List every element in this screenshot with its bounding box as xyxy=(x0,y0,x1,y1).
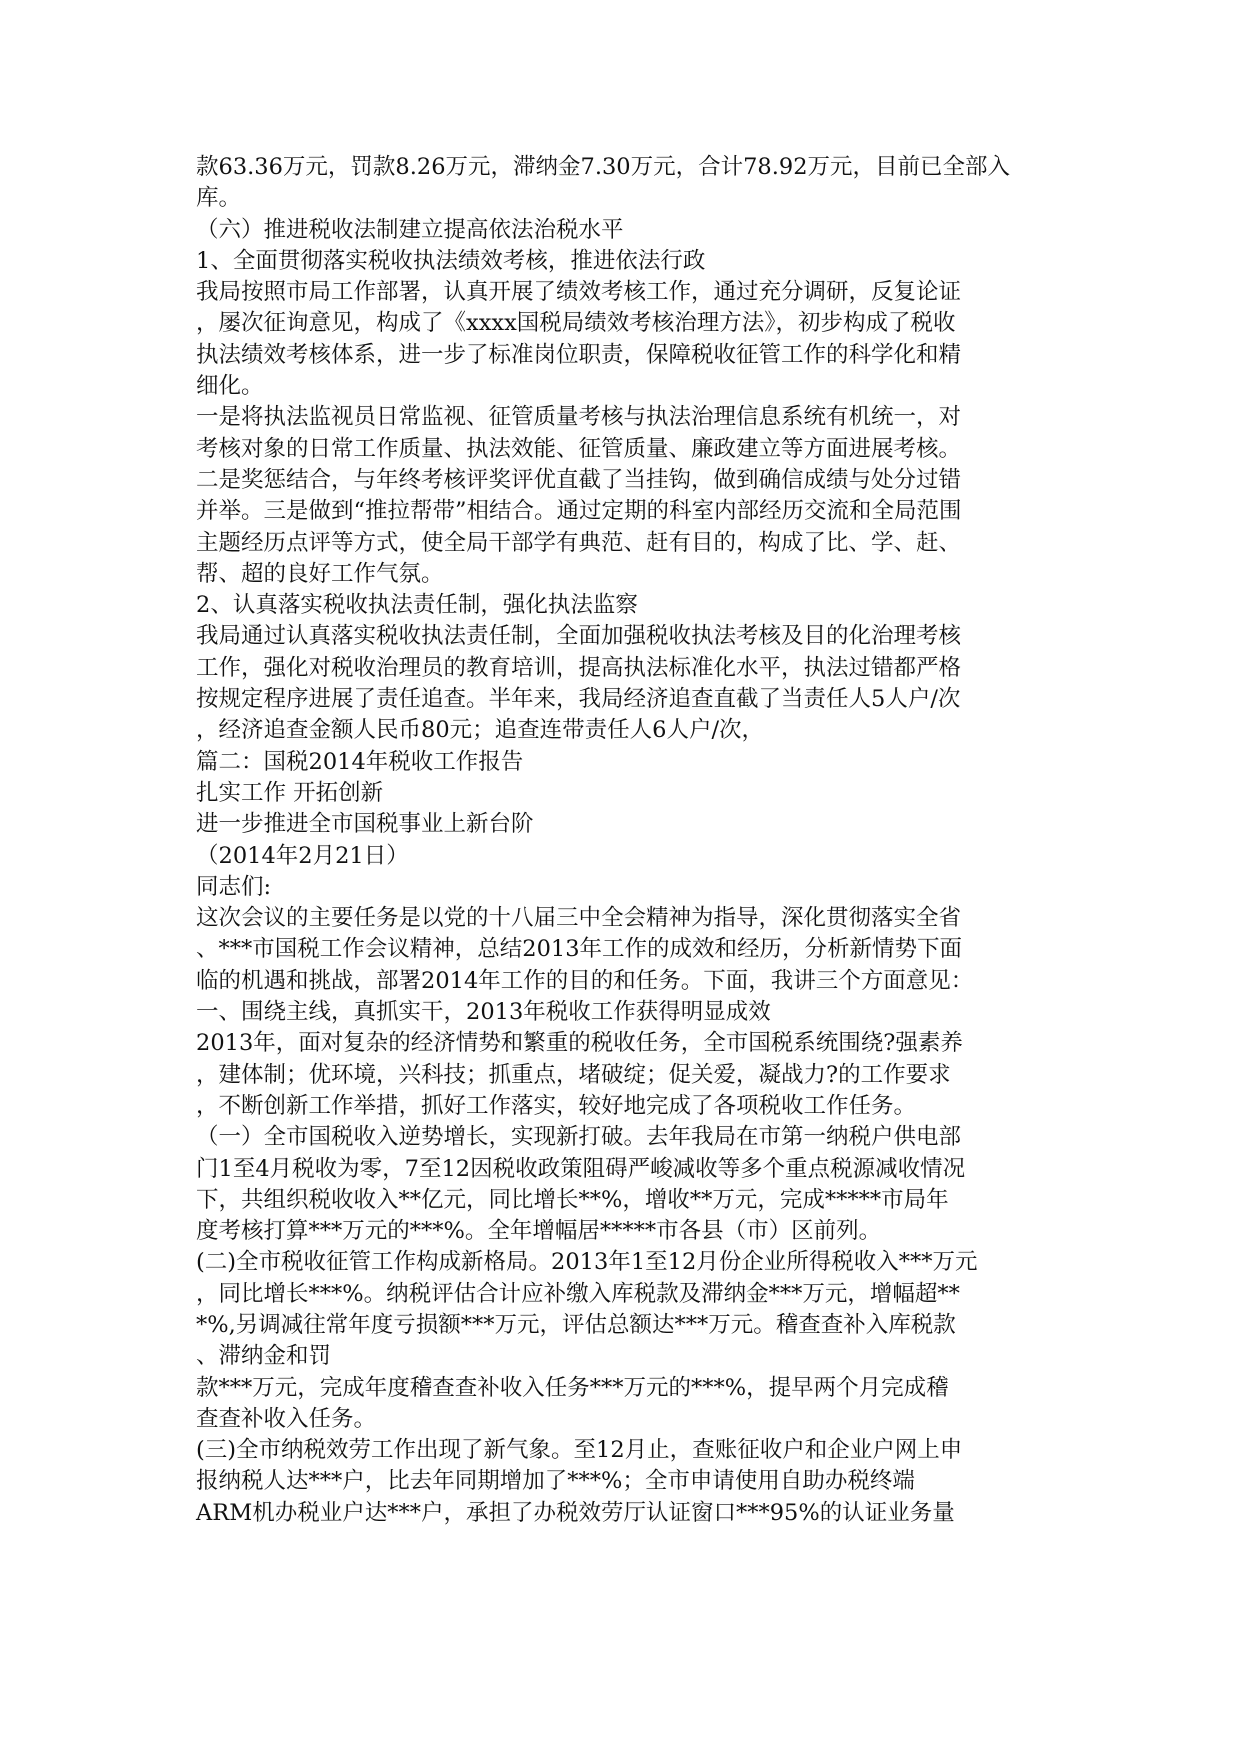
text-line: 细化。 xyxy=(196,373,264,400)
report-headline: 扎实工作 开拓创新 xyxy=(196,779,384,806)
text-line: 二是奖惩结合，与年终考核评奖评优直截了当挂钩，做到确信成绩与处分过错 xyxy=(196,466,962,493)
section-heading: （六）推进税收法制建立提高依法治税水平 xyxy=(196,216,624,243)
text-line: 考核对象的日常工作质量、执法效能、征管质量、廉政建立等方面进展考核。 xyxy=(196,435,962,462)
text-line: 按规定程序进展了责任追查。半年来，我局经济追查直截了当责任人5人户/次 xyxy=(196,686,961,713)
text-line: 工作，强化对税收治理员的教育培训，提高执法标准化水平，执法过错都严格 xyxy=(196,654,962,681)
section-heading: 一、围绕主线，真抓实干，2013年税收工作获得明显成效 xyxy=(196,999,771,1026)
text-line: ，同比增长***%。纳税评估合计应补缴入库税款及滞纳金***万元，增幅超** xyxy=(196,1280,960,1307)
text-line: 、滞纳金和罚 xyxy=(196,1343,332,1370)
text-line: 报纳税人达***户，比去年同期增加了***%；全市申请使用自助办税终端 xyxy=(196,1468,915,1495)
text-line: 执法绩效考核体系，进一步了标准岗位职责，保障税收征管工作的科学化和精 xyxy=(196,341,962,368)
subsection-heading: 1、全面贯彻落实税收执法绩效考核，推进依法行政 xyxy=(196,247,706,274)
text-line: ，屡次征询意见，构成了《xxxx国税局绩效考核治理方法》，初步构成了税收 xyxy=(196,310,956,337)
text-line: ，建体制；优环境，兴科技；抓重点，堵破绽；促关爱，凝战力?的工作要求 xyxy=(196,1061,951,1088)
text-line: 帮、超的良好工作气氛。 xyxy=(196,560,444,587)
report-subheadline: 进一步推进全市国税事业上新台阶 xyxy=(196,811,534,838)
text-line: （一）全市国税收入逆势增长，实现新打破。去年我局在市第一纳税户供电部 xyxy=(196,1124,962,1151)
text-line: ARM机办税业户达***户，承担了办税效劳厅认证窗口***95%的认证业务量 xyxy=(196,1499,955,1526)
text-line: 并举。三是做到“推拉帮带”相结合。通过定期的科室内部经历交流和全局范围 xyxy=(196,498,962,525)
text-line: 度考核打算***万元的***%。全年增幅居*****市各县（市）区前列。 xyxy=(196,1218,882,1245)
text-line: 门1至4月税收为零，7至12因税收政策阻碍严峻减收等多个重点税源减收情况 xyxy=(196,1155,966,1182)
report-date: （2014年2月21日） xyxy=(196,842,409,869)
text-line: 主题经历点评等方式，使全局干部学有典范、赶有目的，构成了比、学、赶、 xyxy=(196,529,962,556)
text-line: 款63.36万元，罚款8.26万元，滞纳金7.30万元，合计78.92万元，目前已全部入 xyxy=(196,154,1011,180)
text-line: 下，共组织税收收入**亿元，同比增长**%，增收**万元，完成*****市局年 xyxy=(196,1186,949,1213)
text-line: (三)全市纳税效劳工作出现了新气象。至12月止，查账征收户和企业户网上申 xyxy=(196,1437,963,1464)
text-line: (二)全市税收征管工作构成新格局。2013年1至12月份企业所得税收入***万元 xyxy=(196,1249,978,1276)
text-line: 我局通过认真落实税收执法责任制，全面加强税收执法考核及目的化治理考核 xyxy=(196,623,962,650)
text-line: 我局按照市局工作部署，认真开展了绩效考核工作，通过充分调研，反复论证 xyxy=(196,279,962,306)
text-line: 款***万元，完成年度稽查查补收入任务***万元的***%，提早两个月完成稽 xyxy=(196,1374,949,1401)
article-title: 篇二：国税2014年税收工作报告 xyxy=(196,748,524,775)
document-body xyxy=(196,152,1056,1529)
text-line: 、***市国税工作会议精神，总结2013年工作的成效和经历，分析新情势下面 xyxy=(196,936,963,963)
text-line: 这次会议的主要任务是以党的十八届三中全会精神为指导，深化贯彻落实全省 xyxy=(196,905,962,932)
text-line: *%,另调减往常年度亏损额***万元，评估总额达***万元。稽查查补入库税款 xyxy=(196,1311,956,1338)
text-line: 一是将执法监视员日常监视、征管质量考核与执法治理信息系统有机统一，对 xyxy=(196,404,962,431)
text-line: 库。 xyxy=(196,185,242,212)
text-line: 临的机遇和挑战，部署2014年工作的目的和任务。下面，我讲三个方面意见： xyxy=(196,967,974,994)
text-line: ，经济追查金额人民币80元；追查连带责任人6人户/次， xyxy=(196,717,765,744)
salutation: 同志们: xyxy=(196,873,272,900)
text-line: ，不断创新工作举措，抓好工作落实，较好地完成了各项税收工作任务。 xyxy=(196,1092,917,1119)
text-line: 2013年，面对复杂的经济情势和繁重的税收任务，全市国税系统围绕?强素养 xyxy=(196,1030,963,1057)
subsection-heading: 2、认真落实税收执法责任制，强化执法监察 xyxy=(196,592,638,619)
text-line: 查查补收入任务。 xyxy=(196,1405,377,1432)
